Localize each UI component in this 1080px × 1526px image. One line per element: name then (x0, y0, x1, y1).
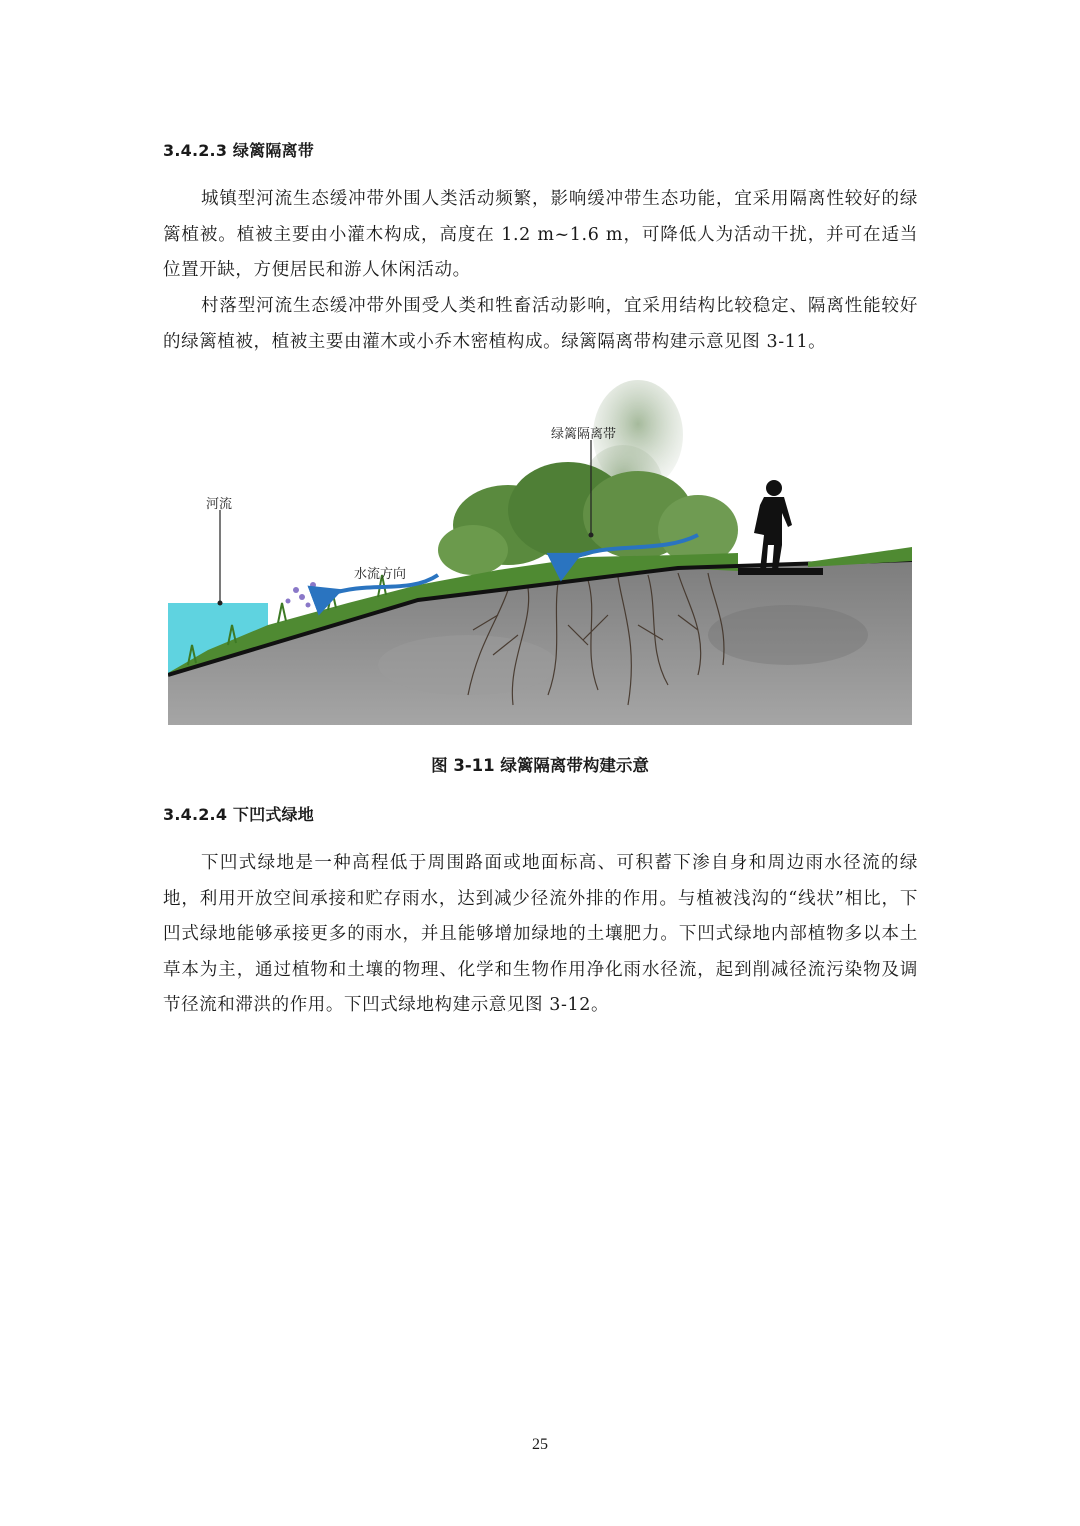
paragraph-sunken-greenland: 下凹式绿地是一种高程低于周围路面或地面标高、可积蓄下渗自身和周边雨水径流的绿地，利用开放空间承接和贮存雨水，达到减少径流外排的作用。与植被浅沟的“线状”相比，下凹式绿地能够承接更多的雨水，并且能够增加绿地的土壤肥力。下凹式绿地内部植物多以本土草本为主，通过植物和土壤的物理、化学和生物作用净化雨水径流，起到削减径流污染物及调节径流和滞洪的作用。下凹式绿地构建示意见图 3-12。 (163, 853, 918, 1015)
label-flow-direction: 水流方向 (354, 567, 407, 582)
hedge-belt-diagram (168, 375, 912, 725)
walkway (738, 568, 823, 575)
label-river: 河流 (206, 497, 233, 512)
paragraph-village-hedge: 村落型河流生态缓冲带外围受人类和牲畜活动影响，宜采用结构比较稳定、隔离性能较好的绿篱植被，植被主要由灌木或小乔木密植构成。绿篱隔离带构建示意见图 3-11。 (163, 296, 918, 352)
label-hedge-belt: 绿篱隔离带 (551, 427, 617, 442)
flowers (286, 582, 317, 608)
person-silhouette (754, 480, 792, 570)
paragraph-urban-hedge: 城镇型河流生态缓冲带外围人类活动频繁，影响缓冲带生态功能，宜采用隔离性较好的绿篱植被。植被主要由小灌木构成，高度在 1.2 m~1.6 m，可降低人为活动干扰，并可在适当位置开缺，方便居民和游人休闲活动。 (163, 189, 918, 280)
section-heading-sunken-greenland: 3.4.2.4 下凹式绿地 (163, 805, 314, 824)
page-number: 25 (532, 1436, 548, 1453)
section-heading-hedge-belt: 3.4.2.3 绿篱隔离带 (163, 141, 314, 160)
figure-caption: 图 3-11 绿篱隔离带构建示意 (431, 756, 649, 775)
